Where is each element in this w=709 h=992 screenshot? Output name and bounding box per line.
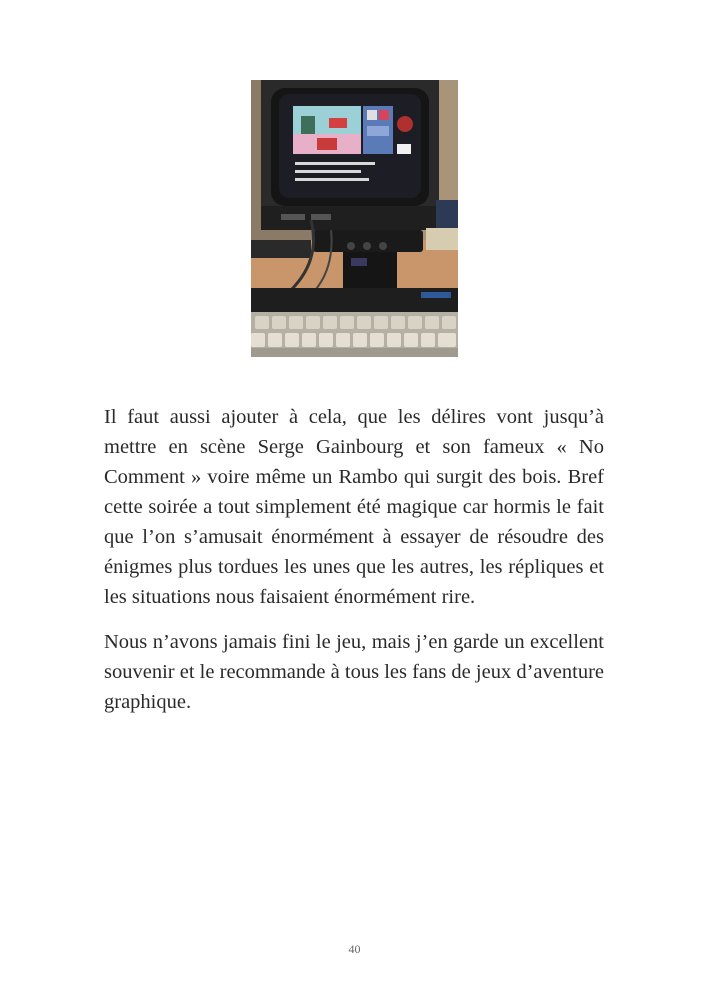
body-text [104,402,604,732]
paragraph-1: Il faut aussi ajouter à cela, que les délires vont jusqu’à mettre en scène Serge Gainbourg et son fameux « No Comment » voire même un Rambo qui surgit des bois. Bref cette soirée a tout simplement été magique car hormis le fait que l’on s’amusait énormément à essayer de résoudre des énigmes plus tordues les unes que les autres, les répliques et les situations nous faisaient énormément rire. [104,406,604,608]
game-photo [251,80,458,357]
page-number: 40 [348,942,361,956]
retro-computer-illustration [251,80,458,357]
paragraph-2: Nous n’avons jamais fini le jeu, mais j’en garde un excellent souvenir et le recommande à tous les fans de jeux d’aventure graphique. [104,631,604,713]
